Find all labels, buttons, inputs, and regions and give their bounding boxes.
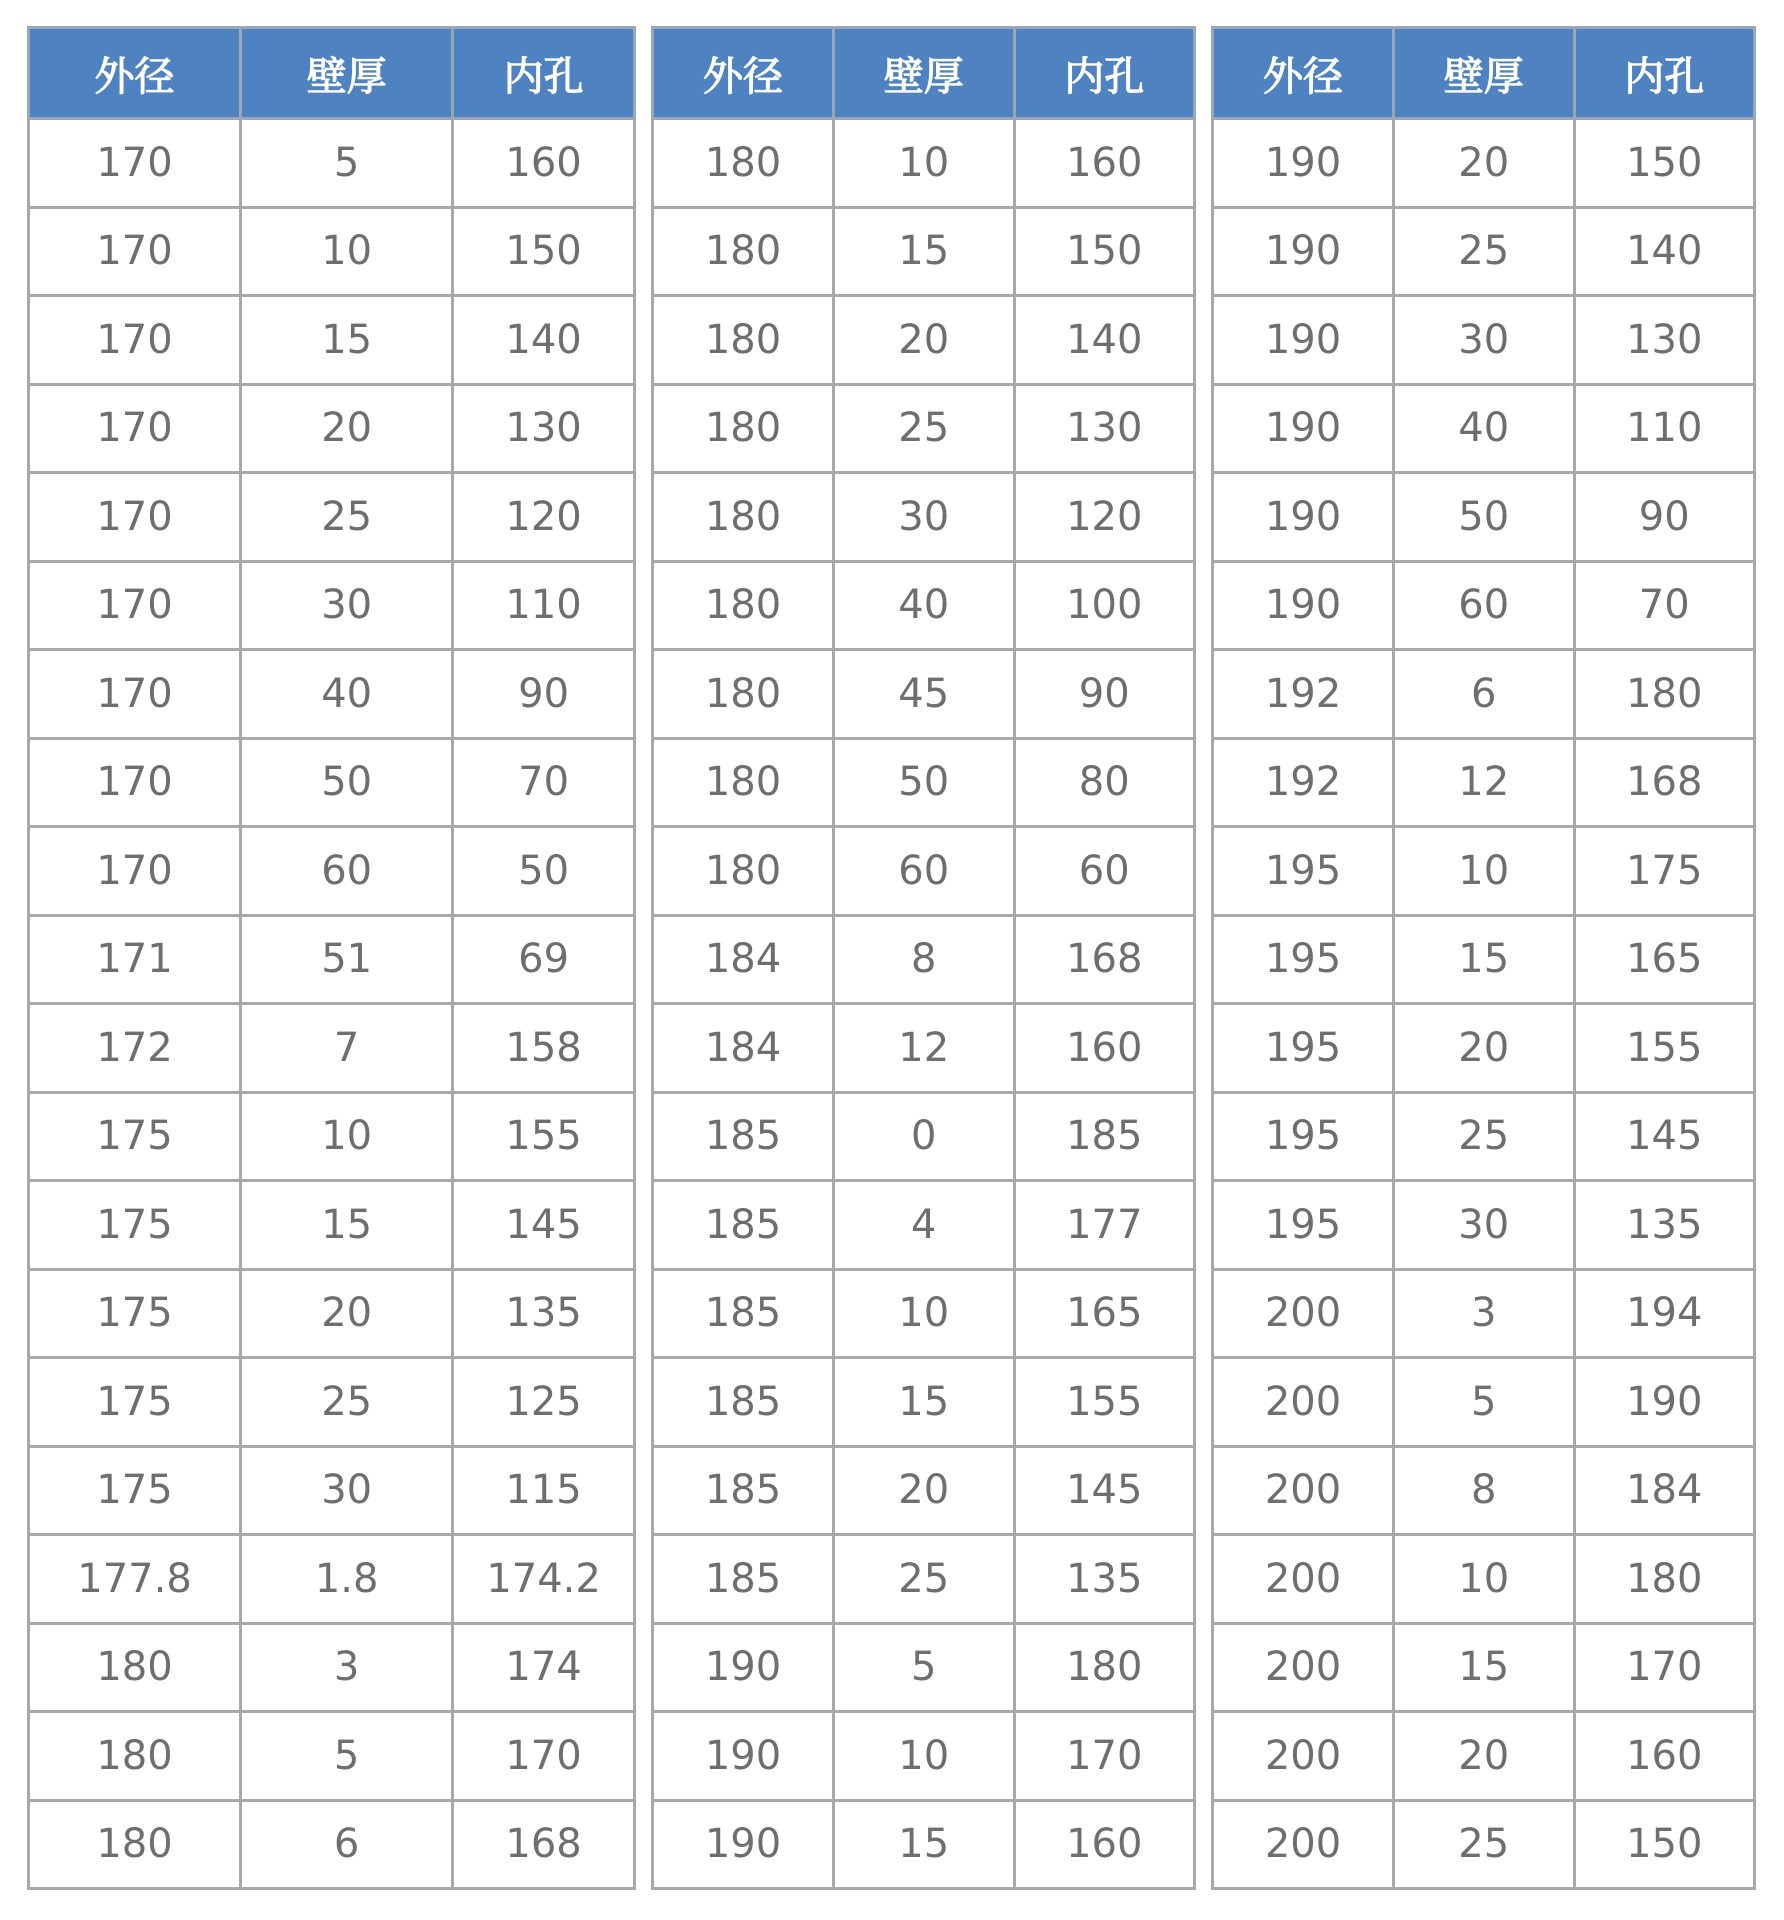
cell-outer-diameter: 175 <box>29 1446 241 1535</box>
cell-outer-diameter: 175 <box>29 1092 241 1181</box>
cell-outer-diameter: 180 <box>29 1800 241 1889</box>
table-row <box>653 1004 1195 1093</box>
cell-wall-thickness: 5 <box>1394 1358 1574 1447</box>
table-row <box>29 119 635 208</box>
cell-outer-diameter: 200 <box>1213 1800 1394 1889</box>
cell-inner-bore: 110 <box>453 561 635 650</box>
header-wall-thickness: 壁厚 <box>834 28 1014 119</box>
cell-wall-thickness: 5 <box>241 119 453 208</box>
table-row <box>653 1800 1195 1889</box>
table-row <box>29 1800 635 1889</box>
cell-inner-bore: 180 <box>1014 1623 1195 1712</box>
cell-outer-diameter: 200 <box>1213 1712 1394 1801</box>
table-row <box>29 1269 635 1358</box>
cell-outer-diameter: 180 <box>29 1712 241 1801</box>
table-row <box>653 1092 1195 1181</box>
cell-outer-diameter: 185 <box>653 1092 834 1181</box>
header-inner-bore: 内孔 <box>453 28 635 119</box>
table-row <box>29 827 635 916</box>
table-row <box>653 207 1195 296</box>
cell-outer-diameter: 175 <box>29 1181 241 1270</box>
cell-inner-bore: 70 <box>453 738 635 827</box>
cell-outer-diameter: 170 <box>29 384 241 473</box>
cell-inner-bore: 158 <box>453 1004 635 1093</box>
cell-outer-diameter: 185 <box>653 1535 834 1624</box>
cell-outer-diameter: 195 <box>1213 915 1394 1004</box>
cell-wall-thickness: 20 <box>241 1269 453 1358</box>
table-row <box>653 1358 1195 1447</box>
table-header-row <box>29 28 635 119</box>
cell-outer-diameter: 180 <box>653 119 834 208</box>
cell-outer-diameter: 177.8 <box>29 1535 241 1624</box>
table-row <box>29 1712 635 1801</box>
cell-wall-thickness: 30 <box>241 1446 453 1535</box>
cell-outer-diameter: 180 <box>653 207 834 296</box>
cell-outer-diameter: 170 <box>29 561 241 650</box>
cell-outer-diameter: 185 <box>653 1358 834 1447</box>
cell-outer-diameter: 195 <box>1213 1181 1394 1270</box>
cell-inner-bore: 155 <box>1014 1358 1195 1447</box>
cell-wall-thickness: 6 <box>241 1800 453 1889</box>
cell-inner-bore: 175 <box>1574 827 1755 916</box>
table-row <box>1213 384 1755 473</box>
table-row <box>1213 827 1755 916</box>
cell-outer-diameter: 190 <box>1213 561 1394 650</box>
cell-wall-thickness: 20 <box>1394 119 1574 208</box>
cell-inner-bore: 150 <box>453 207 635 296</box>
cell-wall-thickness: 10 <box>834 119 1014 208</box>
cell-outer-diameter: 190 <box>1213 473 1394 562</box>
cell-outer-diameter: 180 <box>653 561 834 650</box>
cell-wall-thickness: 10 <box>834 1269 1014 1358</box>
cell-inner-bore: 120 <box>453 473 635 562</box>
cell-wall-thickness: 40 <box>834 561 1014 650</box>
cell-wall-thickness: 25 <box>1394 1800 1574 1889</box>
cell-wall-thickness: 15 <box>241 1181 453 1270</box>
cell-inner-bore: 168 <box>1574 738 1755 827</box>
cell-inner-bore: 168 <box>1014 915 1195 1004</box>
cell-outer-diameter: 190 <box>653 1623 834 1712</box>
cell-outer-diameter: 170 <box>29 119 241 208</box>
table-row <box>653 119 1195 208</box>
table-row <box>1213 1712 1755 1801</box>
cell-outer-diameter: 200 <box>1213 1446 1394 1535</box>
table-row <box>29 1004 635 1093</box>
cell-inner-bore: 180 <box>1574 1535 1755 1624</box>
cell-inner-bore: 155 <box>453 1092 635 1181</box>
table-row <box>1213 207 1755 296</box>
cell-outer-diameter: 190 <box>1213 384 1394 473</box>
table-row <box>653 650 1195 739</box>
cell-inner-bore: 90 <box>1574 473 1755 562</box>
header-outer-diameter: 外径 <box>653 28 834 119</box>
table-row <box>653 915 1195 1004</box>
cell-outer-diameter: 180 <box>653 384 834 473</box>
table-row <box>653 296 1195 385</box>
table-row <box>29 1358 635 1447</box>
cell-wall-thickness: 12 <box>834 1004 1014 1093</box>
cell-outer-diameter: 170 <box>29 473 241 562</box>
cell-wall-thickness: 50 <box>241 738 453 827</box>
table-row <box>653 1446 1195 1535</box>
cell-outer-diameter: 185 <box>653 1446 834 1535</box>
cell-inner-bore: 140 <box>1574 207 1755 296</box>
cell-inner-bore: 80 <box>1014 738 1195 827</box>
cell-wall-thickness: 25 <box>241 473 453 562</box>
cell-outer-diameter: 180 <box>653 650 834 739</box>
header-wall-thickness: 壁厚 <box>241 28 453 119</box>
cell-inner-bore: 145 <box>453 1181 635 1270</box>
table-row <box>653 473 1195 562</box>
table-row <box>1213 915 1755 1004</box>
cell-wall-thickness: 8 <box>834 915 1014 1004</box>
cell-wall-thickness: 25 <box>241 1358 453 1447</box>
cell-wall-thickness: 15 <box>834 1358 1014 1447</box>
table-row <box>1213 738 1755 827</box>
cell-outer-diameter: 192 <box>1213 650 1394 739</box>
table-row <box>653 1269 1195 1358</box>
table-row <box>1213 1800 1755 1889</box>
cell-inner-bore: 69 <box>453 915 635 1004</box>
cell-inner-bore: 120 <box>1014 473 1195 562</box>
cell-inner-bore: 160 <box>453 119 635 208</box>
cell-inner-bore: 165 <box>1574 915 1755 1004</box>
cell-inner-bore: 170 <box>1014 1712 1195 1801</box>
cell-wall-thickness: 51 <box>241 915 453 1004</box>
cell-outer-diameter: 180 <box>653 738 834 827</box>
cell-outer-diameter: 172 <box>29 1004 241 1093</box>
cell-wall-thickness: 30 <box>1394 296 1574 385</box>
table-row <box>1213 1092 1755 1181</box>
table-row <box>29 915 635 1004</box>
table-row <box>29 296 635 385</box>
cell-wall-thickness: 15 <box>241 296 453 385</box>
cell-wall-thickness: 15 <box>1394 1623 1574 1712</box>
cell-inner-bore: 184 <box>1574 1446 1755 1535</box>
cell-inner-bore: 150 <box>1574 119 1755 208</box>
cell-wall-thickness: 60 <box>241 827 453 916</box>
cell-inner-bore: 145 <box>1574 1092 1755 1181</box>
cell-wall-thickness: 25 <box>1394 207 1574 296</box>
cell-inner-bore: 100 <box>1014 561 1195 650</box>
cell-wall-thickness: 0 <box>834 1092 1014 1181</box>
cell-wall-thickness: 7 <box>241 1004 453 1093</box>
header-inner-bore: 内孔 <box>1014 28 1195 119</box>
cell-wall-thickness: 60 <box>1394 561 1574 650</box>
cell-inner-bore: 170 <box>453 1712 635 1801</box>
cell-inner-bore: 160 <box>1574 1712 1755 1801</box>
cell-wall-thickness: 20 <box>1394 1712 1574 1801</box>
cell-wall-thickness: 20 <box>1394 1004 1574 1093</box>
cell-outer-diameter: 180 <box>653 827 834 916</box>
cell-outer-diameter: 171 <box>29 915 241 1004</box>
table-row <box>1213 1269 1755 1358</box>
cell-wall-thickness: 20 <box>834 296 1014 385</box>
cell-inner-bore: 145 <box>1014 1446 1195 1535</box>
cell-wall-thickness: 12 <box>1394 738 1574 827</box>
cell-inner-bore: 170 <box>1574 1623 1755 1712</box>
table-row <box>29 1181 635 1270</box>
table-row <box>1213 561 1755 650</box>
cell-inner-bore: 50 <box>453 827 635 916</box>
cell-wall-thickness: 25 <box>834 384 1014 473</box>
cell-inner-bore: 130 <box>1014 384 1195 473</box>
cell-inner-bore: 165 <box>1014 1269 1195 1358</box>
cell-inner-bore: 125 <box>453 1358 635 1447</box>
table-row <box>29 384 635 473</box>
cell-wall-thickness: 8 <box>1394 1446 1574 1535</box>
cell-outer-diameter: 200 <box>1213 1535 1394 1624</box>
cell-wall-thickness: 25 <box>834 1535 1014 1624</box>
cell-wall-thickness: 15 <box>834 207 1014 296</box>
cell-wall-thickness: 15 <box>1394 915 1574 1004</box>
cell-wall-thickness: 15 <box>834 1800 1014 1889</box>
cell-wall-thickness: 3 <box>241 1623 453 1712</box>
cell-outer-diameter: 175 <box>29 1269 241 1358</box>
table-row <box>653 1181 1195 1270</box>
cell-wall-thickness: 40 <box>241 650 453 739</box>
cell-wall-thickness: 3 <box>1394 1269 1574 1358</box>
cell-inner-bore: 130 <box>453 384 635 473</box>
cell-inner-bore: 150 <box>1014 207 1195 296</box>
cell-wall-thickness: 60 <box>834 827 1014 916</box>
cell-outer-diameter: 190 <box>1213 296 1394 385</box>
cell-inner-bore: 90 <box>1014 650 1195 739</box>
table-row <box>653 1623 1195 1712</box>
cell-outer-diameter: 184 <box>653 1004 834 1093</box>
table-row <box>29 1092 635 1181</box>
cell-outer-diameter: 184 <box>653 915 834 1004</box>
cell-outer-diameter: 192 <box>1213 738 1394 827</box>
cell-wall-thickness: 4 <box>834 1181 1014 1270</box>
cell-outer-diameter: 170 <box>29 738 241 827</box>
cell-inner-bore: 130 <box>1574 296 1755 385</box>
table-row <box>1213 1358 1755 1447</box>
cell-inner-bore: 135 <box>1574 1181 1755 1270</box>
cell-wall-thickness: 40 <box>1394 384 1574 473</box>
cell-wall-thickness: 20 <box>834 1446 1014 1535</box>
cell-inner-bore: 190 <box>1574 1358 1755 1447</box>
cell-wall-thickness: 10 <box>241 1092 453 1181</box>
table-row <box>1213 1181 1755 1270</box>
table-row <box>653 1712 1195 1801</box>
table-row <box>1213 1004 1755 1093</box>
cell-inner-bore: 160 <box>1014 1004 1195 1093</box>
cell-inner-bore: 60 <box>1014 827 1195 916</box>
cell-inner-bore: 194 <box>1574 1269 1755 1358</box>
spec-table-1 <box>27 26 636 1890</box>
cell-inner-bore: 160 <box>1014 119 1195 208</box>
header-inner-bore: 内孔 <box>1574 28 1755 119</box>
cell-wall-thickness: 1.8 <box>241 1535 453 1624</box>
cell-outer-diameter: 180 <box>29 1623 241 1712</box>
cell-outer-diameter: 195 <box>1213 1092 1394 1181</box>
cell-inner-bore: 110 <box>1574 384 1755 473</box>
table-row <box>29 1446 635 1535</box>
cell-outer-diameter: 195 <box>1213 1004 1394 1093</box>
cell-inner-bore: 70 <box>1574 561 1755 650</box>
table-row <box>29 650 635 739</box>
cell-inner-bore: 150 <box>1574 1800 1755 1889</box>
cell-outer-diameter: 180 <box>653 473 834 562</box>
table-row <box>653 827 1195 916</box>
cell-outer-diameter: 195 <box>1213 827 1394 916</box>
cell-inner-bore: 174 <box>453 1623 635 1712</box>
spec-table-3 <box>1211 26 1756 1890</box>
cell-outer-diameter: 175 <box>29 1358 241 1447</box>
cell-inner-bore: 140 <box>1014 296 1195 385</box>
cell-inner-bore: 155 <box>1574 1004 1755 1093</box>
header-outer-diameter: 外径 <box>1213 28 1394 119</box>
cell-inner-bore: 177 <box>1014 1181 1195 1270</box>
table-row <box>29 738 635 827</box>
cell-inner-bore: 174.2 <box>453 1535 635 1624</box>
table-header-row <box>1213 28 1755 119</box>
cell-wall-thickness: 30 <box>834 473 1014 562</box>
table-row <box>29 1623 635 1712</box>
cell-outer-diameter: 180 <box>653 296 834 385</box>
cell-wall-thickness: 20 <box>241 384 453 473</box>
cell-wall-thickness: 30 <box>241 561 453 650</box>
spec-table-2 <box>651 26 1196 1890</box>
cell-inner-bore: 185 <box>1014 1092 1195 1181</box>
table-row <box>1213 473 1755 562</box>
table-row <box>1213 296 1755 385</box>
cell-wall-thickness: 10 <box>1394 827 1574 916</box>
cell-outer-diameter: 170 <box>29 207 241 296</box>
header-outer-diameter: 外径 <box>29 28 241 119</box>
table-row <box>653 738 1195 827</box>
cell-inner-bore: 135 <box>1014 1535 1195 1624</box>
cell-outer-diameter: 170 <box>29 827 241 916</box>
cell-wall-thickness: 25 <box>1394 1092 1574 1181</box>
cell-outer-diameter: 200 <box>1213 1623 1394 1712</box>
cell-outer-diameter: 185 <box>653 1269 834 1358</box>
cell-outer-diameter: 190 <box>653 1712 834 1801</box>
cell-inner-bore: 160 <box>1014 1800 1195 1889</box>
cell-outer-diameter: 200 <box>1213 1358 1394 1447</box>
table-row <box>1213 1446 1755 1535</box>
cell-wall-thickness: 5 <box>241 1712 453 1801</box>
cell-outer-diameter: 190 <box>1213 207 1394 296</box>
cell-outer-diameter: 190 <box>653 1800 834 1889</box>
cell-inner-bore: 115 <box>453 1446 635 1535</box>
table-row <box>653 561 1195 650</box>
cell-wall-thickness: 10 <box>834 1712 1014 1801</box>
table-row <box>29 473 635 562</box>
table-header-row <box>653 28 1195 119</box>
cell-inner-bore: 180 <box>1574 650 1755 739</box>
table-row <box>1213 1623 1755 1712</box>
table-row <box>29 1535 635 1624</box>
header-wall-thickness: 壁厚 <box>1394 28 1574 119</box>
cell-wall-thickness: 45 <box>834 650 1014 739</box>
cell-wall-thickness: 10 <box>1394 1535 1574 1624</box>
cell-outer-diameter: 170 <box>29 296 241 385</box>
cell-inner-bore: 140 <box>453 296 635 385</box>
cell-inner-bore: 135 <box>453 1269 635 1358</box>
table-row <box>1213 1535 1755 1624</box>
table-row <box>653 384 1195 473</box>
cell-wall-thickness: 5 <box>834 1623 1014 1712</box>
table-row <box>29 561 635 650</box>
cell-inner-bore: 90 <box>453 650 635 739</box>
cell-outer-diameter: 170 <box>29 650 241 739</box>
cell-wall-thickness: 10 <box>241 207 453 296</box>
cell-wall-thickness: 30 <box>1394 1181 1574 1270</box>
cell-inner-bore: 168 <box>453 1800 635 1889</box>
cell-outer-diameter: 185 <box>653 1181 834 1270</box>
cell-wall-thickness: 6 <box>1394 650 1574 739</box>
table-row <box>653 1535 1195 1624</box>
cell-wall-thickness: 50 <box>834 738 1014 827</box>
cell-outer-diameter: 200 <box>1213 1269 1394 1358</box>
cell-outer-diameter: 190 <box>1213 119 1394 208</box>
cell-wall-thickness: 50 <box>1394 473 1574 562</box>
table-row <box>1213 650 1755 739</box>
table-row <box>1213 119 1755 208</box>
table-row <box>29 207 635 296</box>
